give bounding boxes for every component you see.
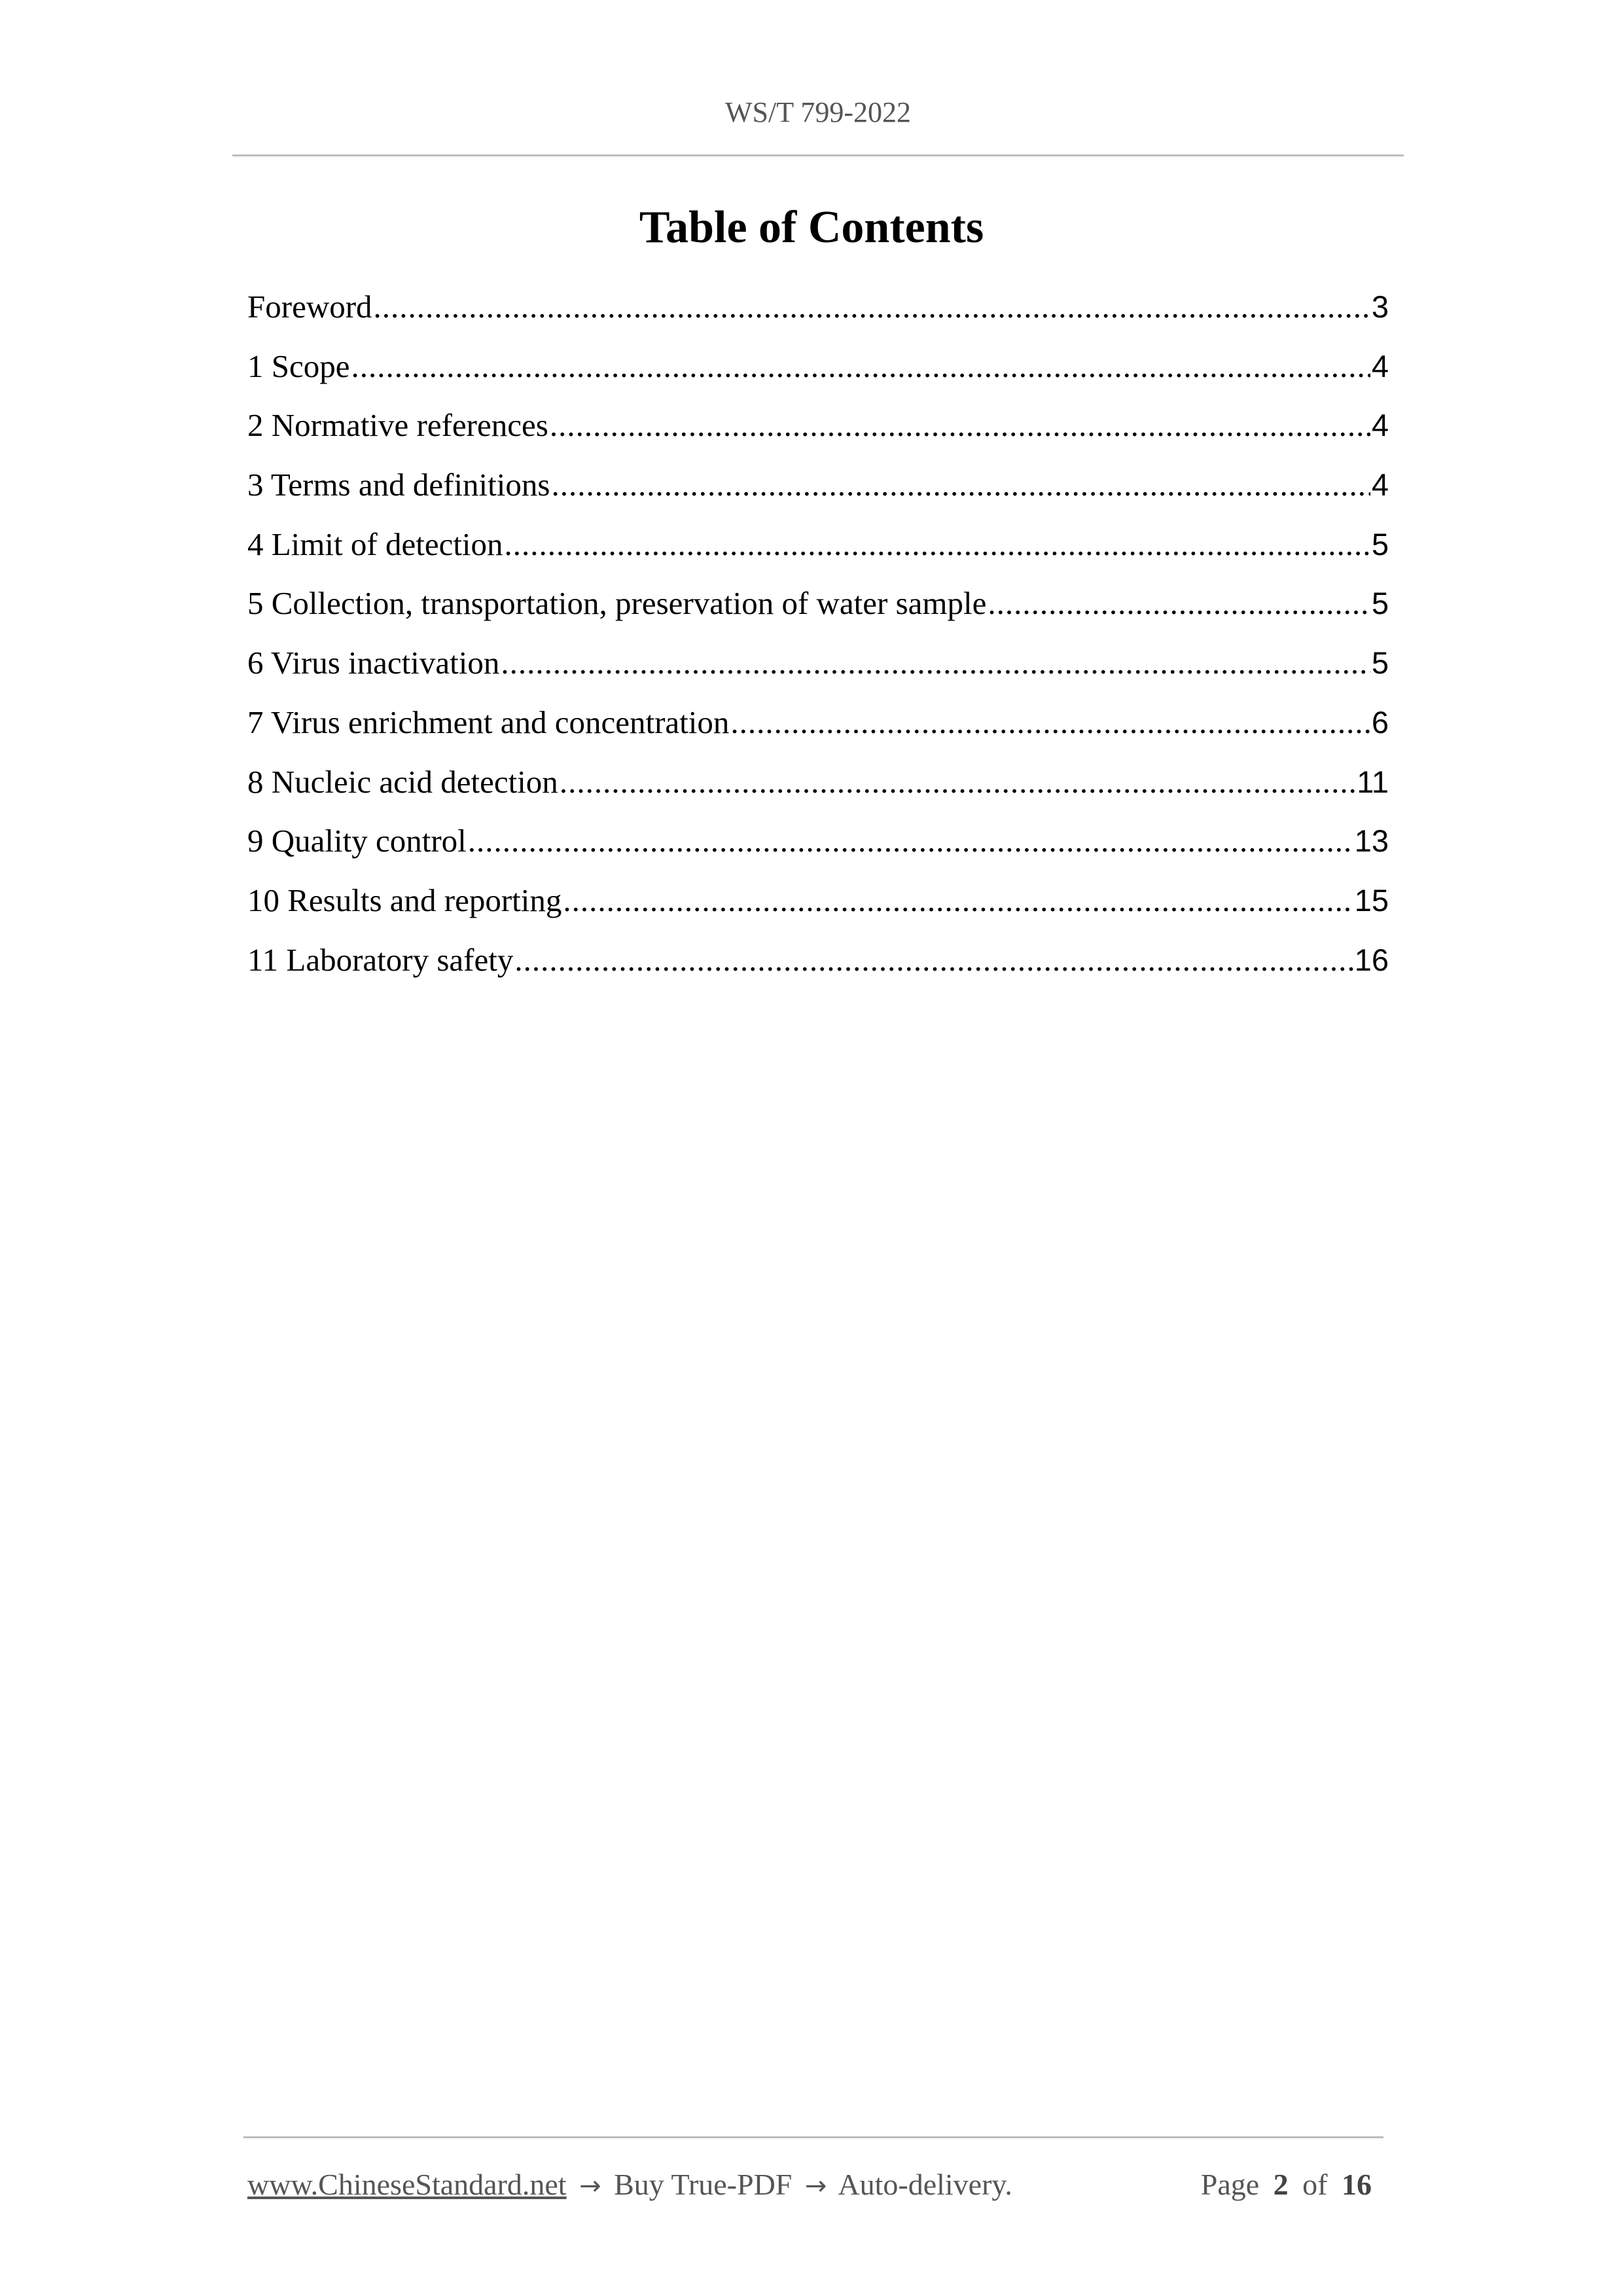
of-word: of xyxy=(1302,2168,1328,2201)
toc-entry-collection-transportation[interactable] xyxy=(247,584,1389,644)
toc-dot-leader xyxy=(514,941,1353,978)
toc-entry-virus-enrichment[interactable] xyxy=(247,704,1389,763)
toc-entry-page: 13 xyxy=(1354,823,1389,859)
toc-entry-page: 4 xyxy=(1371,348,1389,384)
toc-entry-label: 6 Virus inactivation xyxy=(247,645,500,681)
page-header xyxy=(232,92,1404,156)
toc-title: Table of Contents xyxy=(639,202,984,253)
toc-entry-terms-and-definitions[interactable] xyxy=(247,466,1389,526)
document-code: WS/T 799-2022 xyxy=(725,96,911,128)
toc-entry-label: 7 Virus enrichment and concentration xyxy=(247,704,730,740)
toc-entry-normative-references[interactable] xyxy=(247,406,1389,466)
buy-true-pdf-text: Buy True-PDF xyxy=(614,2168,793,2201)
toc-entry-label: 11 Laboratory safety xyxy=(247,941,514,978)
toc-entry-laboratory-safety[interactable] xyxy=(247,941,1389,1001)
current-page-number: 2 xyxy=(1273,2168,1289,2201)
toc-dot-leader xyxy=(501,644,1370,681)
toc-entry-limit-of-detection[interactable] xyxy=(247,526,1389,585)
right-arrow-icon: → xyxy=(579,2171,601,2201)
toc-dot-leader xyxy=(560,763,1355,800)
right-arrow-icon: → xyxy=(804,2171,827,2201)
page-word: Page xyxy=(1200,2168,1260,2201)
toc-entry-label: 8 Nucleic acid detection xyxy=(247,763,558,800)
toc-entry-page: 11 xyxy=(1357,764,1389,799)
toc-entry-virus-inactivation[interactable] xyxy=(247,644,1389,704)
toc-entry-page: 4 xyxy=(1371,467,1389,503)
toc-entry-label: 3 Terms and definitions xyxy=(247,467,550,503)
toc-entry-label: Foreword xyxy=(247,289,372,325)
toc-entry-label: 2 Normative references xyxy=(247,407,548,444)
toc-entry-page: 5 xyxy=(1371,645,1389,681)
auto-delivery-text: Auto-delivery. xyxy=(838,2168,1012,2201)
toc-entry-quality-control[interactable] xyxy=(247,822,1389,882)
toc-dot-leader xyxy=(988,584,1370,622)
toc-entry-label: 1 Scope xyxy=(247,348,350,384)
toc-entry-foreword[interactable] xyxy=(247,288,1389,348)
toc-dot-leader xyxy=(550,406,1370,444)
page-footer xyxy=(243,2136,1383,2201)
toc-entry-label: 5 Collection, transportation, preservation of water sample xyxy=(247,585,987,622)
toc-dot-leader xyxy=(468,822,1353,859)
toc-dot-leader xyxy=(563,882,1353,919)
toc-entry-page: 16 xyxy=(1354,942,1389,977)
toc-dot-leader xyxy=(505,526,1370,563)
toc-entry-label: 4 Limit of detection xyxy=(247,526,503,562)
toc-entry-label: 9 Quality control xyxy=(247,823,467,859)
toc-entry-page: 5 xyxy=(1371,586,1389,621)
toc-entry-nucleic-acid-detection[interactable] xyxy=(247,763,1389,823)
toc-entry-page: 3 xyxy=(1371,289,1389,324)
toc-dot-leader xyxy=(551,466,1370,503)
site-link[interactable]: www.ChineseStandard.net xyxy=(247,2168,567,2201)
toc-entry-page: 15 xyxy=(1354,882,1389,918)
toc-dot-leader xyxy=(374,288,1370,325)
toc-dot-leader xyxy=(730,704,1370,741)
toc-entry-label: 10 Results and reporting xyxy=(247,882,562,918)
toc-list xyxy=(247,288,1389,1000)
total-pages-number: 16 xyxy=(1342,2168,1372,2201)
footer-promo xyxy=(247,2167,1012,2202)
page-number xyxy=(1201,2167,1378,2202)
toc-entry-page: 4 xyxy=(1371,408,1389,443)
toc-entry-results-and-reporting[interactable] xyxy=(247,882,1389,941)
toc-dot-leader xyxy=(351,348,1370,385)
toc-entry-scope[interactable] xyxy=(247,348,1389,407)
toc-entry-page: 6 xyxy=(1371,704,1389,740)
toc-entry-page: 5 xyxy=(1371,526,1389,562)
